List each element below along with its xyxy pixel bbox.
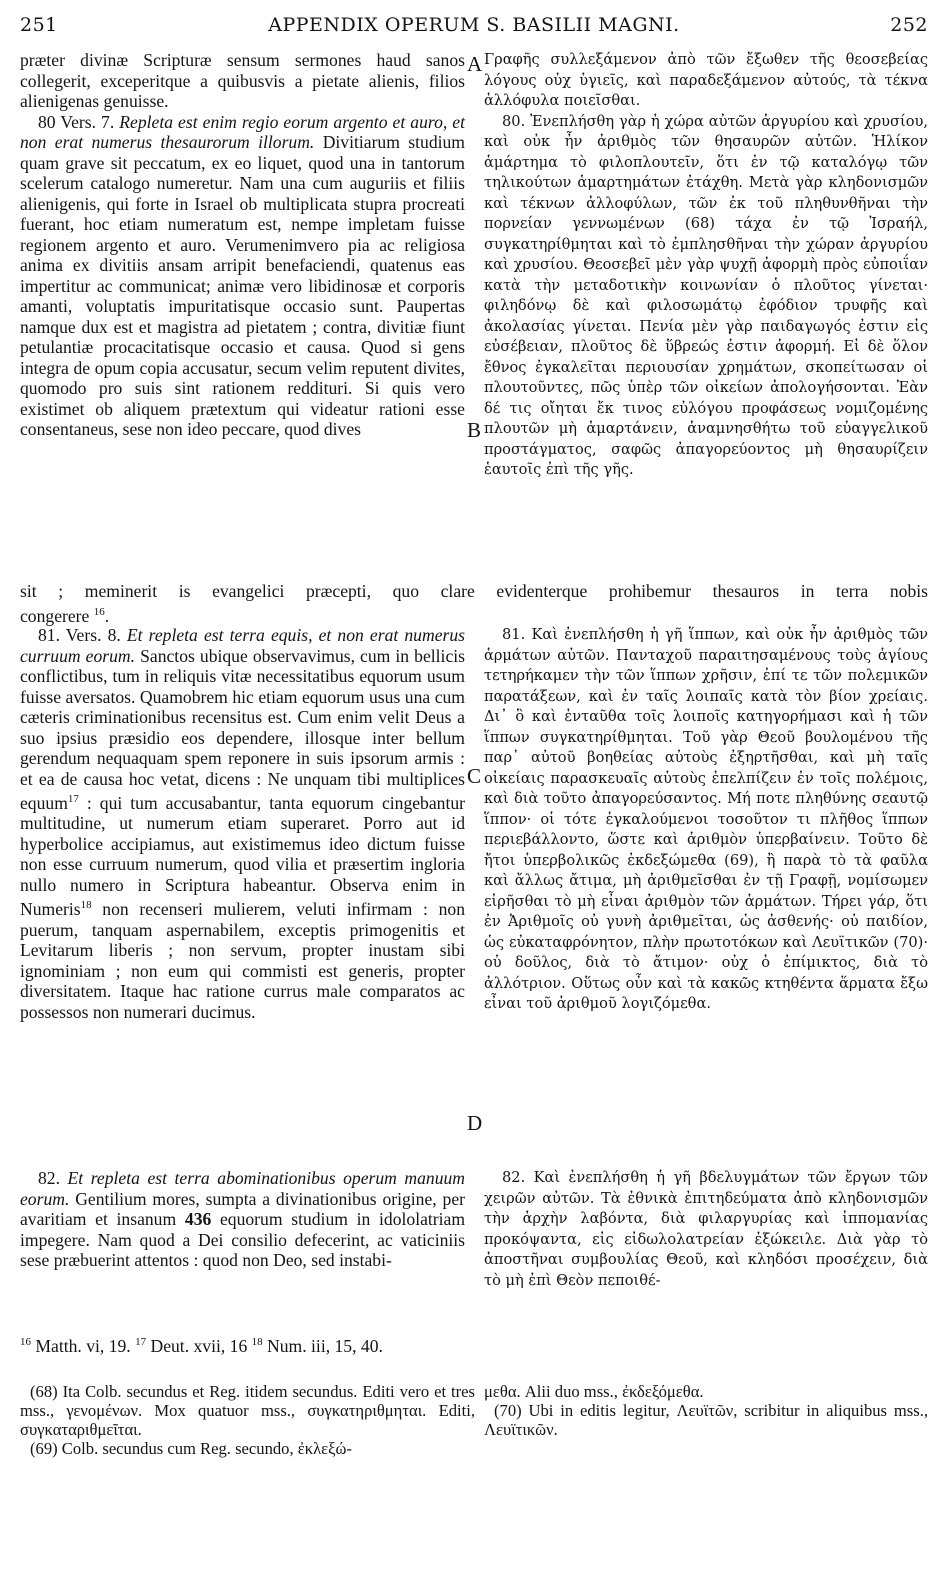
verse-quote-82: Et repleta est terra abominationibus operum manuum eorum. [20, 1168, 465, 1209]
greek-paragraph-82: 82. Καὶ ἐνεπλήσθη ἡ γῆ βδελυγμάτων τῶν ἔργων τῶν χειρῶν αὐτῶν. Τὰ ἐθνικὰ ἐπιτηδεύματα ἀπὸ κληδονισμῶν τὴν ἀρχὴν λαβόντα, διὰ φιλαργυρίας καὶ ἱππομανίας προκόψαντα, εἰς εἰδωλολατρείαν ἐξώκειλε. Διὰ γὰρ τὸ ἀποστῆναι συμβουλίας Θεοῦ, καὶ κληδόσι προσέχειν, διὰ τὸ μὴ ἐπὶ Θεὸν πεποιθέ- [484, 1169, 928, 1289]
latin-paragraph-81 [20, 625, 465, 1022]
commentary-81-c: non recenseri mulierem, veluti infirmam : non puerum, tanquam aspernabilem, exceptis primogenitis et Levitarum liberis ; non servum, propter inustam sibi ignominiam ; non eum qui commisti est generis, propter diversitatem. Itaque hac ratione currus male comparatos ac possessos non numerari ducimus. [20, 899, 465, 1022]
verse-heading-80: 80 Vers. 7. [38, 111, 120, 132]
wide-text: sit ; meminerit is evangelici præcepti, quo clare evidenterque prohibemur thesauros in terra nobis [20, 581, 928, 601]
ref-marker-17: 17 [135, 1336, 147, 1349]
verse-heading-81: 81. Vers. 8. [38, 625, 127, 645]
latin-paragraph-80 [20, 112, 465, 440]
column-number-left: 251 [20, 14, 58, 36]
verse-heading-82: 82. [38, 1168, 68, 1188]
ref-marker-18: 18 [251, 1336, 263, 1349]
greek-column-80 [484, 50, 928, 481]
greek-column-81 [484, 625, 928, 1015]
greek-paragraph-81: 81. Καὶ ἐνεπλήσθη ἡ γῆ ἵππων, καὶ οὐκ ἦν ἀριθμὸς τῶν ἁρμάτων αὐτῶν. Πανταχοῦ παραιτησαμένους τοὺς ἁγίους τετηρήκαμεν τὴν τῶν ἵππων χρῆσιν, ἐπί τε τῶν πολεμικῶν παρατάξεων, καὶ ἐν ταῖς λοιπαῖς κατὰ τὸν βίον χρείαις. Δι᾽ ὃ καὶ ἐνταῦθα τοῖς λοιποῖς κατηγορήμασι καὶ ἡ τῶν ἵππων συγκατηρίθμηται. Τοῦ γὰρ Θεοῦ βουλομένου τῆς παρ᾽ αὐτοῦ βοηθείας αὐτοὺς ἐξηρτῆσθαι, καὶ μὴ ταῖς οἰκείαις παρασκευαῖς αὐτοὺς ἐπελπίζειν ἐν τοῖς πολέμοις, καὶ διὰ τοῦτο ἀπαγορεύσαντος. Μή ποτε πληθύνης σεαυτῷ ἵππον· οἱ τότε ἐγκαλούμενοι τοσοῦτον τι πλῆθος ἵππων περιεβάλλοντο, ὥστε καὶ ἀριθμὸν ὑπερβαίνειν. Τοῦτο δὲ ἤτοι ὑπερβολικῶς ἐκδεξώμεθα (69), ἢ παρὰ τὸ τὰ φαῦλα καὶ ἄλλως ἄτιμα, μὴ ἀριθμεῖσθαι ἐν τῇ Γραφῇ, νομίσωμεν εἰρῆσθαι τὸ μὴ εἶναι ἀριθμὸν τῶν ἁρμάτων. Τήρει γάρ, ὅτι ἐν Ἀριθμοῖς οὐ γυνὴ ἀριθμεῖται, ὡς ἀσθενής· οὐ παιδίον, ὡς εὐκαταφρόνητον, πλὴν πρωτοτόκων καὶ Λευϊτικῶν (70)· οὐ δοῦλος, διὰ τὸ ἄτιμον· οὐχ ὁ ἐπίμικτος, διὰ τὸ ἀλλότριον. Οὕτως οὖν καὶ τὰ κακῶς κτηθέντα ἅρματα ἔξω εἶναι τοῦ ἀριθμοῦ λογιζόμεθα. [484, 626, 928, 1012]
critical-notes-right [484, 1382, 928, 1439]
greek-column-82 [484, 1168, 928, 1291]
latin-column-80 [20, 50, 465, 440]
full-width-line [20, 581, 928, 626]
column-number-right: 252 [890, 14, 928, 36]
margin-marker-b: B [467, 418, 482, 442]
ref-17: Deut. xvii, 16 [146, 1336, 252, 1356]
footnote-ref-16: 16 [93, 605, 105, 618]
latin-column-82 [20, 1168, 465, 1271]
latin-column-81 [20, 625, 465, 1022]
commentary-80: Divitiarum studium quam grave sit peccatum, ex eo liquet, quod una in tantorum scelerum catalogo numeretur. Nam una cum auguriis et filiis alienigenis, qui forte in Israel ob multiplicata stupra procreati fuerant, hoc etiam numeratum est, nempe impletam fuisse regionem argento et auro. Verumenimvero pia ac religiosa anima ex divitiis ansam arripit benefaciendi, quatenus eas impertitur ac communicat; animæ vero libidinosæ et corporis amanti, voluptatis impuritatisque occasio sunt. Paupertas namque dux est et magistra ad pietatem ; contra, divitiæ fiunt petulantiæ procacitatisque occasio et causa. Quod si gens integra de opum copia accusatur, secum velim reputent divites, quomodo pro suis sint rationem reddituri. Si quis vero existimet ob aliquem prætextum qui videatur rationi esse consentaneus, sese non ideo peccare, quod dives [20, 132, 465, 439]
ref-marker-16: 16 [20, 1336, 31, 1349]
commentary-81-a: Sanctos ubique observavimus, cum in bellicis conflictibus, tum in reliquis vitæ necessitatibus equorum usum fuisse aversatos. Quamobrem hic etiam equorum usus una cum cæteris criminationibus recensitus est. Cum enim velit Deus a suo ipsius præsidio eos dependere, illosque inter bellum gerendum nequaquam spem reponere in suis ipsorum armis : et ea de causa hoc vetat, dicens : Ne unquam tibi multiplices equum [20, 645, 465, 813]
footnote-ref-17: 17 [67, 793, 79, 805]
wide-text-word: congerere [20, 605, 90, 626]
latin-paragraph-intro: præter divinæ Scripturæ sensum sermones haud sanos collegerit, exceperitque a quibusvis a pietate alienis, filios alienigenas genuisse. [20, 50, 465, 111]
footnote-ref-18: 18 [80, 899, 92, 912]
note-69: (69) Colb. secundus cum Reg. secundo, ἐκλεξώ- [30, 1439, 352, 1458]
commentary-82-a: Gentilium mores, sumpta a divinationibus origine, per avaritiam et insanum [20, 1188, 465, 1229]
ref-18: Num. iii, 15, 40. [262, 1336, 383, 1356]
latin-paragraph-82 [20, 1168, 465, 1271]
verse-quote-81: Et repleta est terra equis, et non erat numerus curruum eorum. [20, 625, 465, 666]
ref-16: Matth. vi, 19. [31, 1336, 136, 1356]
greek-paragraph-80: 80. Ἐνεπλήσθη γὰρ ἡ χώρα αὐτῶν ἀργυρίου καὶ χρυσίου, καὶ οὐκ ἦν ἀριθμὸς τῶν θησαυρῶν αὐτῶν. Ἡλίκον ἁμάρτημα τὸ φιλοπλουτεῖν, ὅτι ἐν τῷ καταλόγῳ τῶν τηλικούτων ἁμαρτημάτων ἐτάχθη. Μετὰ γὰρ κληδονισμῶν καὶ τέκνων ἀλλοφύλων, τῶν ἐκ τοῦ πληθυνθῆναι τὴν πορνείαν γεννωμένων (68) τάχα ἐν τῷ Ἰσραήλ, συγκατηρίθμηται καὶ τὸ ἐμπλησθῆναι τὴν χώραν ἀργυρίου καὶ χρυσίου. Θεοσεβεῖ μὲν γὰρ ψυχῇ ἀφορμὴ πρὸς εὐποιΐαν κατὰ τὴν μεταδοτικὴν κοινωνίαν ὁ πλοῦτος γίνεται· φιληδόνῳ δὲ καὶ φιλοσωμάτῳ ἐφόδιον τρυφῆς καὶ ἀκολασίας γίνεται. Πενία μὲν γὰρ παιδαγωγός ἐστιν εἰς εὐσέβειαν, πλοῦτος δὲ ὕβρεώς ἐστιν ἀφορμή. Εἰ δὲ ὅλον ἔθνος ἐγκαλεῖται περιουσίαν χρημάτων, σκοπείτωσαν οἱ πλουτοῦντες, πῶς ὑπὲρ τῶν οἰκείων ἀπολογήσονται. Ἐὰν δέ τις οἴηται ἔκ τινος εὐλόγου προφάσεως νομιζομένης πλουτῶν μὴ ἁμαρτάνειν, ἀναμνησθήτω τοῦ εὐαγγελικοῦ προστάγματος, σαφῶς ἀπαγορεύοντος μὴ θησαυρίζειν ἑαυτοῖς ἐπὶ τῆς γῆς. [484, 112, 928, 478]
margin-marker-d: D [467, 1111, 483, 1135]
wide-text-end: congerere $^{16}$. [20, 605, 110, 626]
note-70: (70) Ubi in editis legitur, Λευϊτῶν, scribitur in aliquibus mss., Λευϊτικῶν. [484, 1401, 928, 1439]
greek-paragraph-intro: Γραφῆς συλλεξάμενον ἀπὸ τῶν ἔξωθεν τῆς θεοσεβείας λόγους οὐχ ὑγιεῖς, καὶ παραδεξάμενον αὐτούς, τὰ τέκνα ἀλλόφυλα ποιεῖσθαι. [484, 51, 928, 109]
verse-quote-80: Repleta est enim regio eorum argento et auro, et non erat numerus thesaurorum illorum. [20, 111, 466, 152]
running-title: APPENDIX OPERUM S. BASILII MAGNI. [268, 14, 680, 36]
note-68: (68) Ita Colb. secundus et Reg. itidem secundus. Editi vero et tres mss., γενομένων. Mox quatuor mss., συγκατηριθμηται. Editi, συγκαταριθμεῖται. [20, 1382, 475, 1439]
margin-marker-a: A [467, 52, 483, 76]
page-number-436: 436 [184, 1209, 212, 1229]
commentary-81-b: : qui tum accusabantur, tanta equorum cingebantur multitudine, ut numerum etiam superaret. Porro aut id hyperbolice accipiamus, aut existimemus ideo dictum fuisse non esse curruum numerum, quod vilia et præsertim ingloria nullo numero in Scriptura habeantur. Observa enim in Numeris [20, 792, 465, 920]
critical-notes-left [20, 1382, 475, 1458]
scripture-references [20, 1336, 383, 1357]
note-69-cont: μεθα. Alii duo mss., ἐκδεξόμεθα. [484, 1382, 704, 1401]
margin-marker-c: C [467, 764, 482, 788]
commentary-82-b: equorum studium in idololatriam impegere. Nam quod a Dei consilio defecerint, ac vaticiniis sese præbuerint attentos : quod non Deo, sed instabi- [20, 1209, 466, 1270]
